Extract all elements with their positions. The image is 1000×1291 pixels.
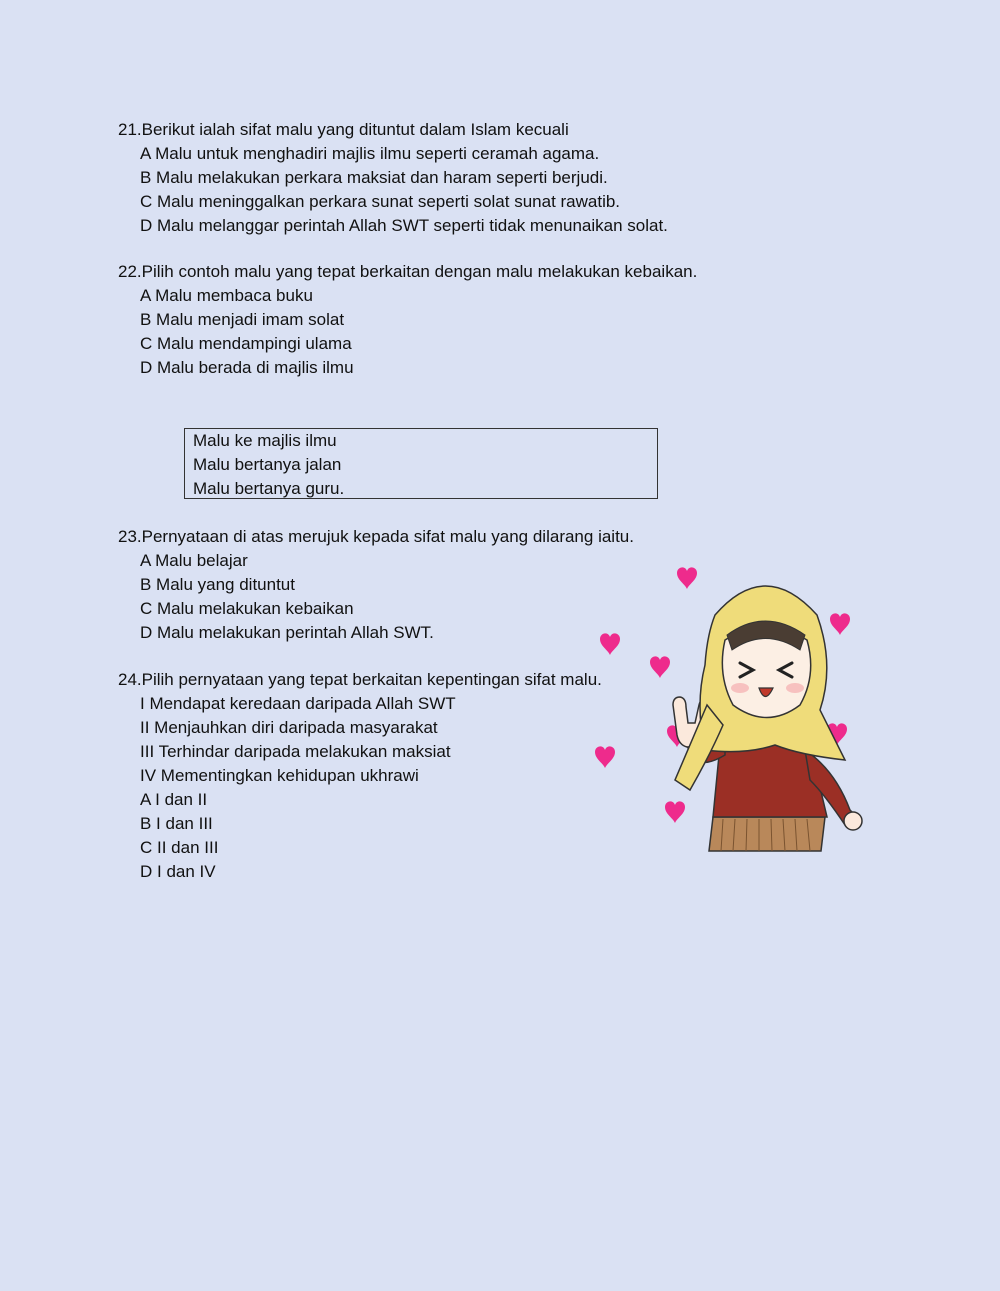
statement-box <box>184 428 658 499</box>
heart-icon <box>600 633 620 655</box>
question-22 <box>118 260 697 380</box>
statement-iii: III Terhindar daripada melakukan maksiat <box>140 742 451 761</box>
question-stem: 23.Pernyataan di atas merujuk kepada sifat malu yang dilarang iaitu. <box>118 527 634 546</box>
heart-icon <box>650 656 670 678</box>
statement-line: Malu bertanya jalan <box>193 455 342 474</box>
option-d: D Malu melanggar perintah Allah SWT seperti tidak menunaikan solat. <box>140 216 668 235</box>
statement-iv: IV Mementingkan kehidupan ukhrawi <box>140 766 419 785</box>
option-c: C Malu meninggalkan perkara sunat seperti solat sunat rawatib. <box>140 192 621 211</box>
question-stem: 22.Pilih contoh malu yang tepat berkaitan dengan malu melakukan kebaikan. <box>118 262 698 281</box>
option-d: D I dan IV <box>140 862 216 881</box>
option-b: B Malu yang dituntut <box>140 575 295 594</box>
question-23 <box>118 525 634 645</box>
option-a: A Malu belajar <box>140 551 248 570</box>
heart-icon <box>830 613 850 635</box>
question-stem: 21.Berikut ialah sifat malu yang dituntut dalam Islam kecuali <box>118 120 569 139</box>
option-a: A Malu membaca buku <box>140 286 313 305</box>
question-21 <box>118 118 668 238</box>
option-b: B Malu melakukan perkara maksiat dan haram seperti berjudi. <box>140 168 608 187</box>
heart-icon <box>595 746 615 768</box>
option-c: C Malu melakukan kebaikan <box>140 599 354 618</box>
statement-line: Malu ke majlis ilmu <box>193 431 337 450</box>
option-a: A I dan II <box>140 790 208 809</box>
option-d: D Malu berada di majlis ilmu <box>140 358 354 377</box>
option-d: D Malu melakukan perintah Allah SWT. <box>140 623 434 642</box>
heart-icon <box>665 801 685 823</box>
question-24 <box>118 668 602 884</box>
option-c: C Malu mendampingi ulama <box>140 334 352 353</box>
question-stem: 24.Pilih pernyataan yang tepat berkaitan kepentingan sifat malu. <box>118 670 602 689</box>
option-b: B Malu menjadi imam solat <box>140 310 345 329</box>
option-c: C II dan III <box>140 838 219 857</box>
heart-icon <box>677 567 697 589</box>
statement-line: Malu bertanya guru. <box>193 479 345 498</box>
statement-i: I Mendapat keredaan daripada Allah SWT <box>140 694 456 713</box>
option-a: A Malu untuk menghadiri majlis ilmu seperti ceramah agama. <box>140 144 600 163</box>
hijab-girl-illustration <box>595 555 880 855</box>
option-b: B I dan III <box>140 814 213 833</box>
statement-ii: II Menjauhkan diri daripada masyarakat <box>140 718 438 737</box>
